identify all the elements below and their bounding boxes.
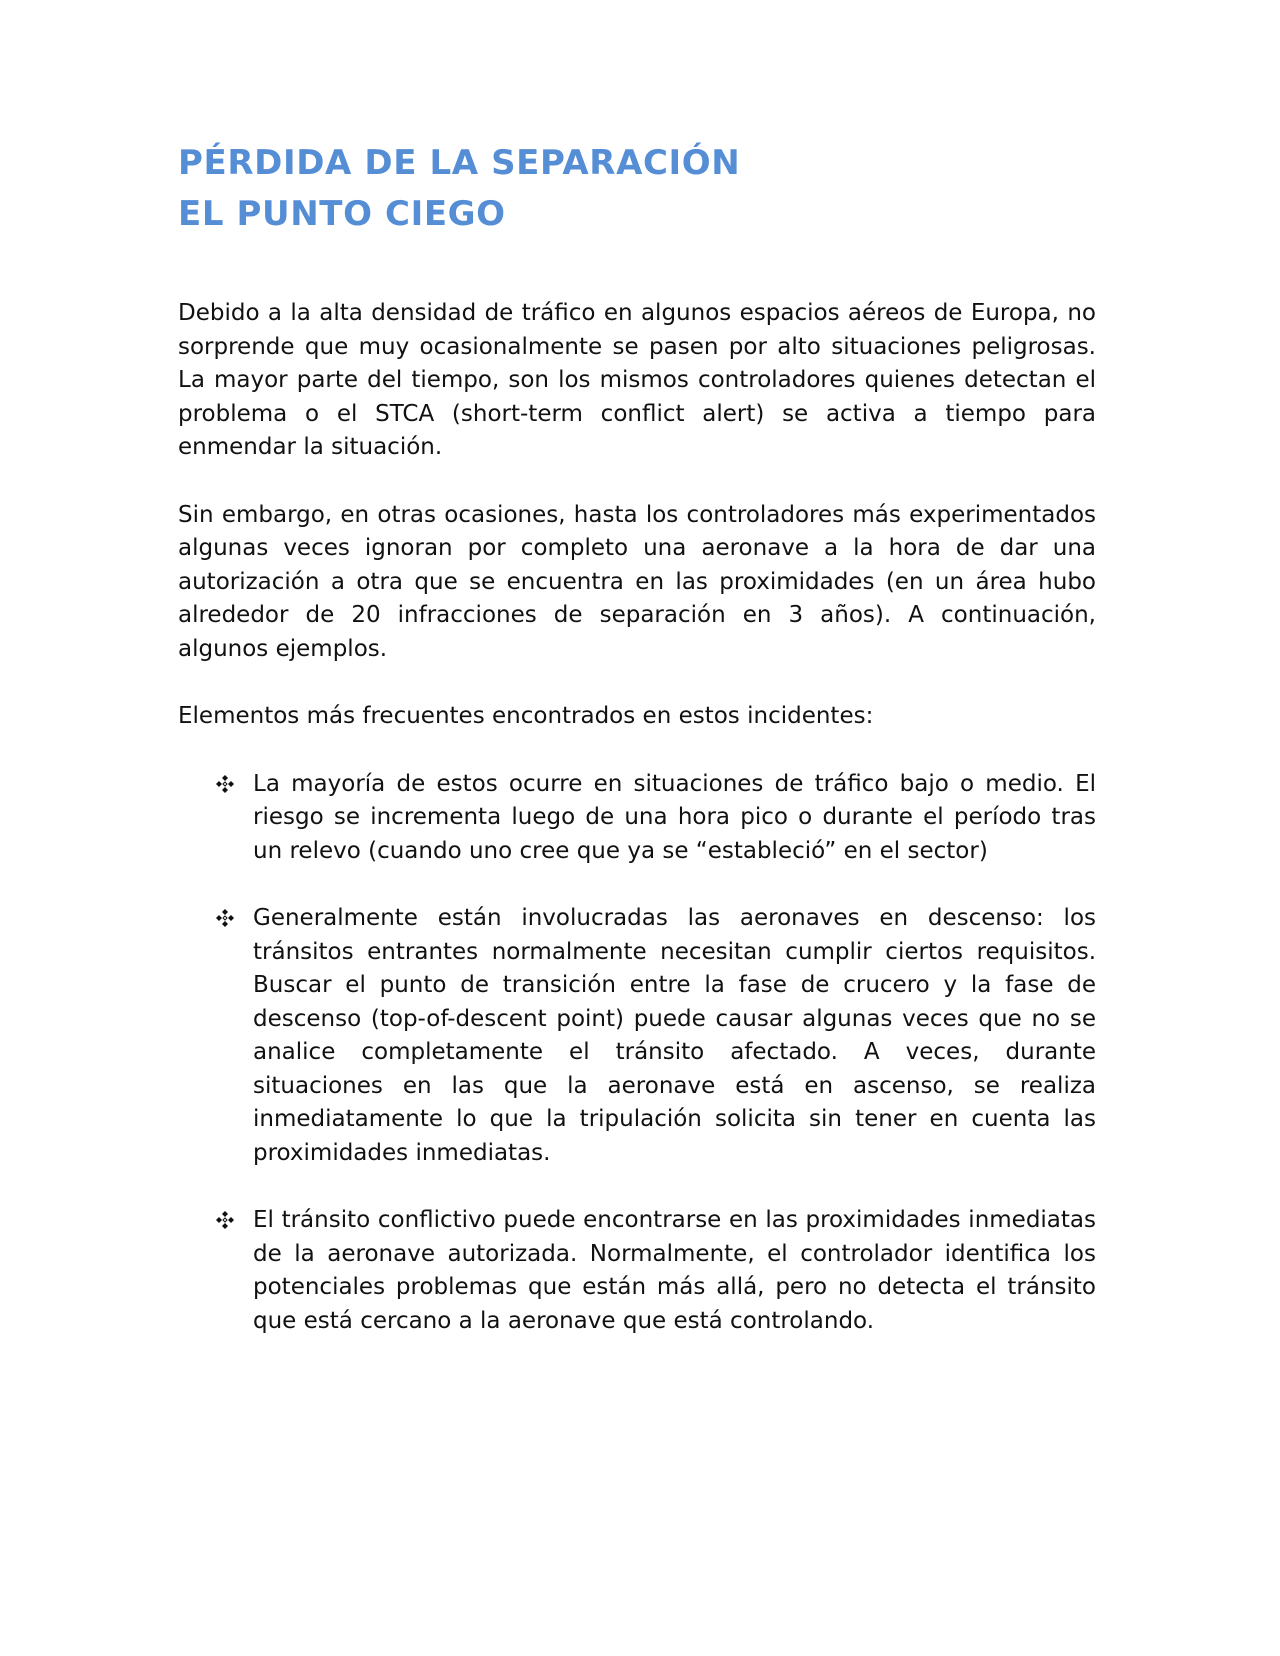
incident-elements-list <box>178 768 1096 1339</box>
paragraph-list-lead: Elementos más frecuentes encontrados en estos incidentes: <box>178 703 874 729</box>
list-item-text: El tránsito conflictivo puede encontrarse en las proximidades inmediatas de la aeronave autorizada. Normalmente, el controlador identifica los potenciales problemas que están más allá, pero no detecta el tránsito que está cercano a la aeronave que está controlando. <box>253 1207 1096 1334</box>
list-item-text: Generalmente están involucradas las aeronaves en descenso: los tránsitos entrantes normalmente necesitan cumplir ciertos requisitos. Buscar el punto de transición entre la fase de crucero y la fase de descenso (top-of-descent point) puede causar algunas veces que no se analice completamente el tránsito afectado. A veces, durante situaciones en las que la aeronave está en ascenso, se realiza inmediatamente lo que la tripulación solicita sin tener en cuenta las proximidades inmediatas. <box>253 905 1096 1166</box>
title-line-2: EL PUNTO CIEGO <box>178 194 506 234</box>
list-item <box>178 902 1096 1170</box>
paragraph-examples: Sin embargo, en otras ocasiones, hasta los controladores más experimentados algunas veces ignoran por completo una aeronave a la hora de dar una autorización a otra que se encuentra en las proximidades (en un área hubo alrededor de 20 infracciones de separación en 3 años). A continuación, algunos ejemplos. <box>178 501 1096 662</box>
title-line-1: PÉRDIDA DE LA SEPARACIÓN <box>178 143 741 183</box>
paragraph-intro: Debido a la alta densidad de tráfico en algunos espacios aéreos de Europa, no sorprende que muy ocasionalmente se pasen por alto situaciones peligrosas. La mayor parte del tiempo, son los mismos controladores quienes detectan el problema o el STCA (short-term conflict alert) se activa a tiempo para enmendar la situación. <box>178 300 1096 460</box>
four-diamond-bullet-icon <box>216 1211 234 1229</box>
list-item <box>178 768 1096 869</box>
four-diamond-bullet-icon <box>216 775 234 793</box>
four-diamond-bullet-icon <box>216 909 234 927</box>
list-item-text: La mayoría de estos ocurre en situaciones de tráfico bajo o medio. El riesgo se incrementa luego de una hora pico o durante el período tras un relevo (cuando uno cree que ya se “estableció” en el sector) <box>253 770 1096 864</box>
document-title <box>178 138 1096 240</box>
list-item <box>178 1204 1096 1338</box>
document-page <box>178 138 1096 1372</box>
